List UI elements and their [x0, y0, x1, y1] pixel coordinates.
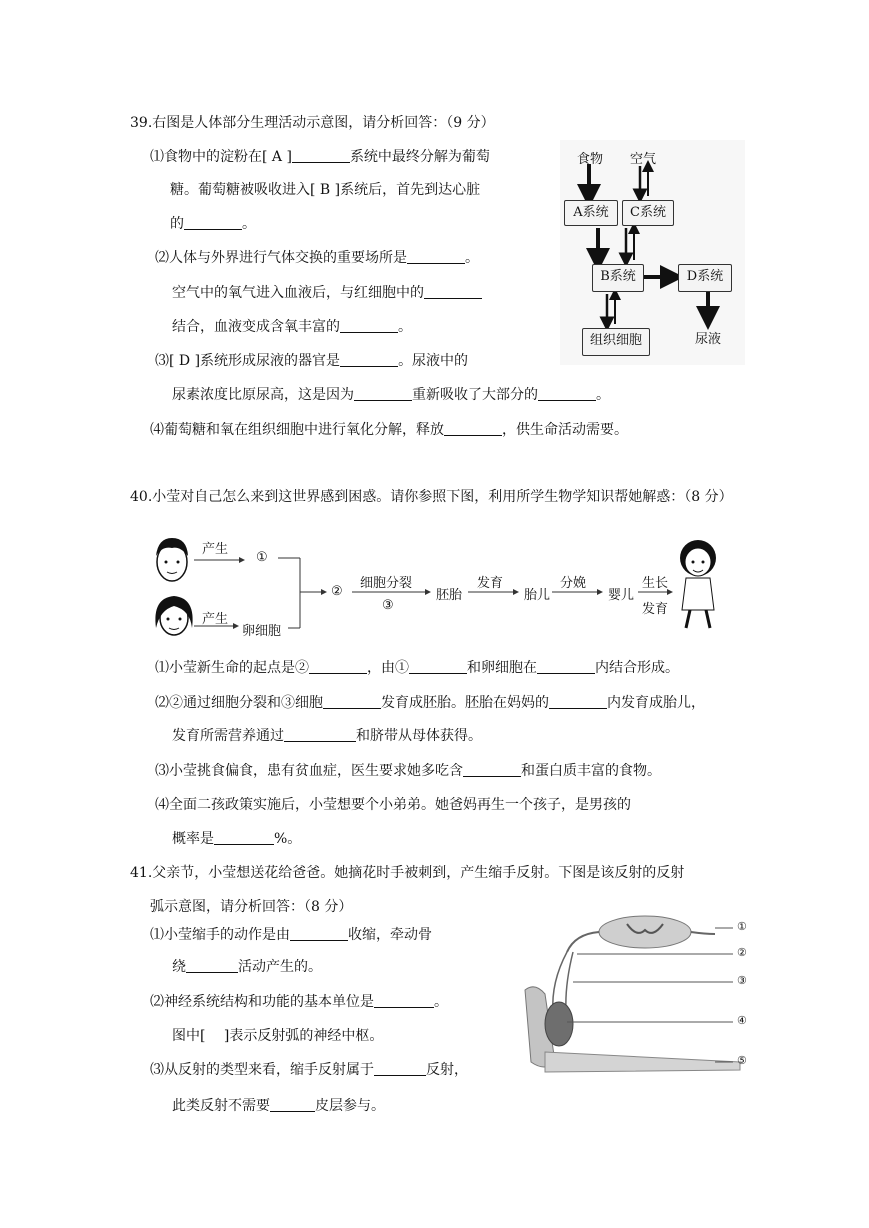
answer-blank[interactable]: [186, 958, 238, 973]
answer-blank[interactable]: [407, 249, 465, 264]
q39-part3-line1: ⑶[ D ]系统形成尿液的器官是 。尿液中的: [155, 353, 469, 369]
answer-blank[interactable]: [537, 659, 595, 674]
answer-blank[interactable]: [374, 993, 434, 1008]
answer-blank[interactable]: [374, 1061, 426, 1076]
q41-part3-line2: 此类反射不需要 皮层参与。: [172, 1098, 385, 1114]
answer-blank[interactable]: [323, 694, 381, 709]
q41-part1-line2: 绕 活动产生的。: [172, 959, 322, 975]
answer-blank[interactable]: [270, 1097, 315, 1112]
q39-part1-line2: 糖。葡萄糖被吸收进入[ B ]系统后，首先到达心脏: [170, 182, 481, 198]
egg-cell-label: 卵细胞: [242, 624, 282, 639]
answer-blank[interactable]: [463, 762, 521, 777]
q40-part1: ⑴小莹新生命的起点是② ，由① 和卵细胞在 内结合形成。: [155, 660, 679, 676]
answer-blank[interactable]: [354, 386, 412, 401]
answer-blank[interactable]: [340, 318, 398, 333]
q39-part1-line1: ⑴食物中的淀粉在[ A ] 系统中最终分解为葡萄: [150, 149, 490, 165]
zygote-number: ②: [331, 584, 343, 599]
q39-system-diagram: [560, 140, 745, 365]
answer-blank[interactable]: [290, 926, 348, 941]
develop-label: 发育: [477, 576, 504, 591]
reflex-label-2: ②: [737, 946, 747, 959]
answer-blank[interactable]: [549, 694, 607, 709]
answer-blank[interactable]: [444, 421, 502, 436]
grow-label: 生长: [642, 576, 669, 591]
q41-title-line2: 弧示意图，请分析回答：（8 分）: [150, 899, 353, 915]
answer-blank[interactable]: [309, 659, 367, 674]
q41-part2-line2: 图中[ ]表示反射弧的神经中枢。: [172, 1028, 384, 1044]
reflex-label-5: ⑤: [737, 1054, 747, 1067]
urine-label: 尿液: [695, 332, 722, 347]
answer-blank[interactable]: [284, 727, 356, 742]
q40-part4-line2: 概率是 %。: [172, 831, 302, 847]
q41-title-line1: 41.父亲节，小莹想送花给爸爸。她摘花时手被刺到，产生缩手反射。下图是该反射的反射: [130, 865, 685, 881]
reflex-label-1: ①: [737, 920, 747, 933]
tissue-cells-box: 组织细胞: [582, 328, 650, 356]
system-d-box: D系统: [678, 264, 732, 292]
q41-part1-line1: ⑴小莹缩手的动作是由 收缩，牵动骨: [150, 927, 432, 943]
answer-blank[interactable]: [214, 830, 274, 845]
q40-flow-diagram: [150, 528, 725, 640]
reflex-label-4: ④: [737, 1014, 747, 1027]
produce-label-1: 产生: [202, 542, 229, 557]
q39-part2-line2: 空气中的氧气进入血液后，与红细胞中的: [172, 284, 482, 302]
food-label: 食物: [577, 152, 604, 167]
father-head-icon: [156, 538, 188, 581]
q40-part2-line2: 发育所需营养通过 和脐带从母体获得。: [172, 728, 482, 744]
q40-part2-line1: ⑵②通过细胞分裂和③细胞 发育成胚胎。胚胎在妈妈的 内发育成胎儿，: [155, 695, 705, 711]
develop2-label: 发育: [642, 602, 669, 617]
q41-part2-line1: ⑵神经系统结构和功能的基本单位是 。: [150, 994, 448, 1010]
q39-title: 39.右图是人体部分生理活动示意图，请分析回答：（9 分）: [130, 115, 495, 131]
reflex-label-3: ③: [737, 974, 747, 987]
q39-part4: ⑷葡萄糖和氧在组织细胞中进行氧化分解，释放 ，供生命活动需要。: [150, 422, 628, 438]
q39-part1-line3: 的 。: [170, 216, 256, 232]
produce-label-2: 产生: [202, 612, 229, 627]
embryo-label: 胚胎: [436, 588, 463, 603]
birth-label: 分娩: [560, 576, 587, 591]
cell-n3-label: ③: [382, 598, 394, 613]
sperm-number: ①: [256, 550, 268, 565]
reflex-arc-diagram: [515, 912, 755, 1077]
air-label: 空气: [630, 152, 657, 167]
answer-blank[interactable]: [538, 386, 596, 401]
girl-icon: [680, 540, 716, 628]
q39-part2-line3: 结合，血液变成含氧丰富的 。: [172, 319, 412, 335]
q41-part3-line1: ⑶从反射的类型来看，缩手反射属于 反射，: [150, 1062, 468, 1078]
answer-blank[interactable]: [409, 659, 467, 674]
q39-part2-line1: ⑵人体与外界进行气体交换的重要场所是 。: [155, 250, 479, 266]
reflex-arc-drawing: [515, 912, 755, 1077]
answer-blank[interactable]: [424, 284, 482, 299]
system-c-box: C系统: [622, 200, 674, 226]
answer-blank[interactable]: [340, 352, 398, 367]
q40-part4-line1: ⑷全面二孩政策实施后，小莹想要个小弟弟。她爸妈再生一个孩子，是男孩的: [155, 797, 631, 813]
q39-part3-line2: 尿素浓度比原尿高，这是因为 重新吸收了大部分的 。: [172, 387, 610, 403]
baby-label: 婴儿: [608, 588, 635, 603]
system-a-box: A系统: [564, 200, 618, 226]
q40-title: 40.小莹对自己怎么来到这世界感到困惑。请你参照下图，利用所学生物学知识帮她解惑：（8 分）: [130, 489, 733, 505]
answer-blank[interactable]: [292, 148, 350, 163]
answer-blank[interactable]: [184, 215, 242, 230]
fetus-label: 胎儿: [524, 588, 551, 603]
mother-head-icon: [155, 596, 192, 635]
cell-division-label: 细胞分裂: [360, 576, 413, 591]
q40-part3: ⑶小莹挑食偏食，患有贫血症，医生要求她多吃含 和蛋白质丰富的食物。: [155, 763, 661, 779]
system-b-box: B系统: [592, 264, 644, 292]
